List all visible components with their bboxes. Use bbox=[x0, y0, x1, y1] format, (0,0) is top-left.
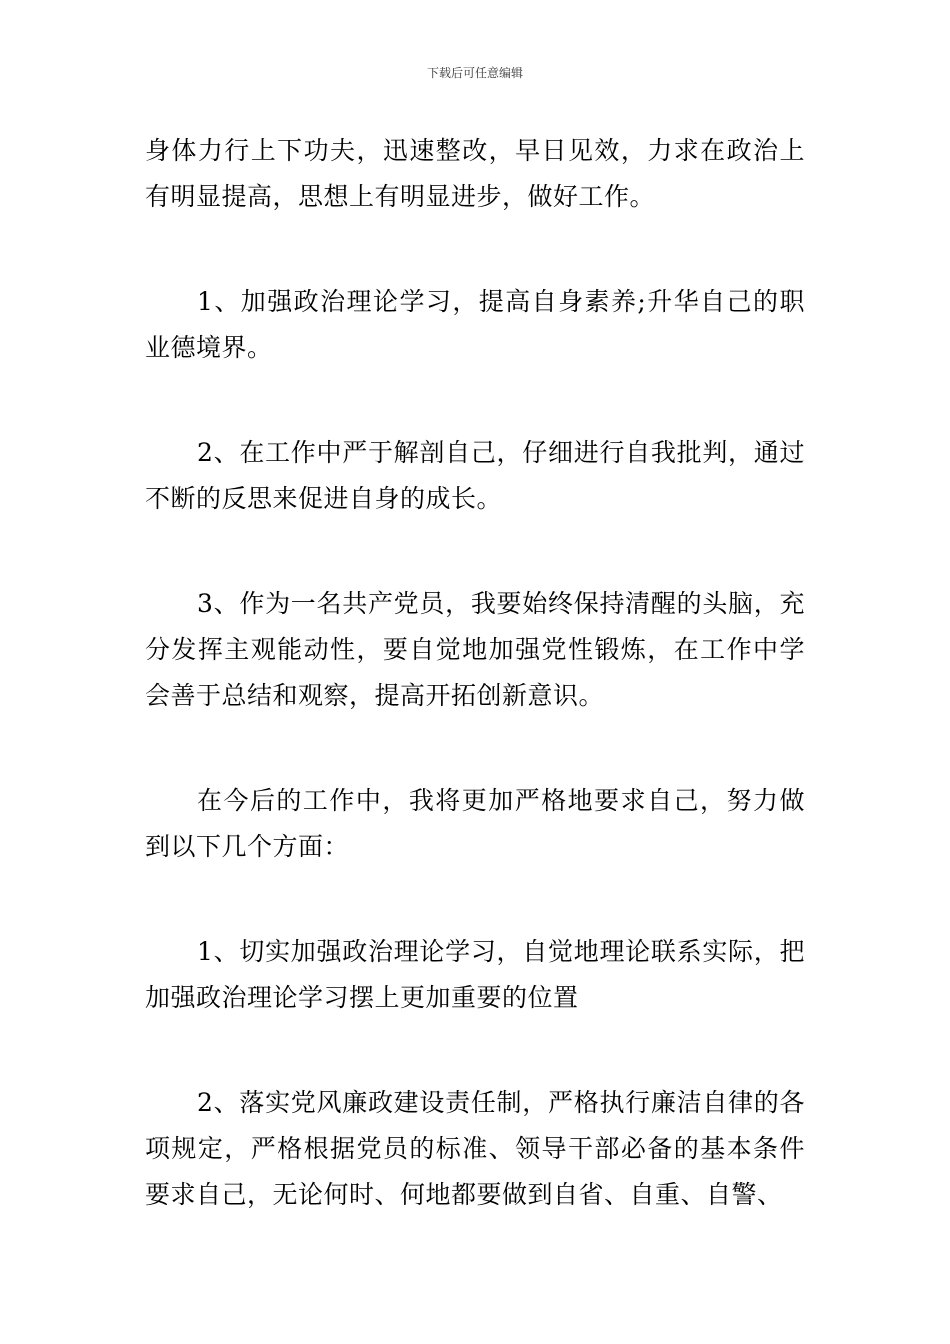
paragraph-plan-item-1: 1、切实加强政治理论学习，自觉地理论联系实际，把加强政治理论学习摆上更加重要的位置 bbox=[145, 937, 805, 1012]
paragraph-plan-item-2: 2、落实党风廉政建设责任制，严格执行廉洁自律的各项规定，严格根据党员的标准、领导干部必备的基本条件要求自己，无论何时、何地都要做到自省、自重、自警、 bbox=[145, 1088, 805, 1209]
document-body bbox=[145, 128, 805, 1277]
paragraph-item-1: 1、加强政治理论学习，提高自身素养;升华自己的职业德境界。 bbox=[145, 287, 805, 362]
paragraph-item-3: 3、作为一名共产党员，我要始终保持清醒的头脑，充分发挥主观能动性，要自觉地加强党性锻炼，在工作中学会善于总结和观察，提高开拓创新意识。 bbox=[145, 589, 805, 710]
page-header-note: 下载后可任意编辑 bbox=[426, 66, 523, 80]
paragraph-continuation: 身体力行上下功夫，迅速整改，早日见效，力求在政治上有明显提高，思想上有明显进步，做好工作。 bbox=[145, 136, 805, 211]
paragraph-intro: 在今后的工作中，我将更加严格地要求自己，努力做到以下几个方面： bbox=[145, 786, 805, 861]
paragraph-item-2: 2、在工作中严于解剖自己，仔细进行自我批判，通过不断的反思来促进自身的成长。 bbox=[145, 438, 805, 513]
